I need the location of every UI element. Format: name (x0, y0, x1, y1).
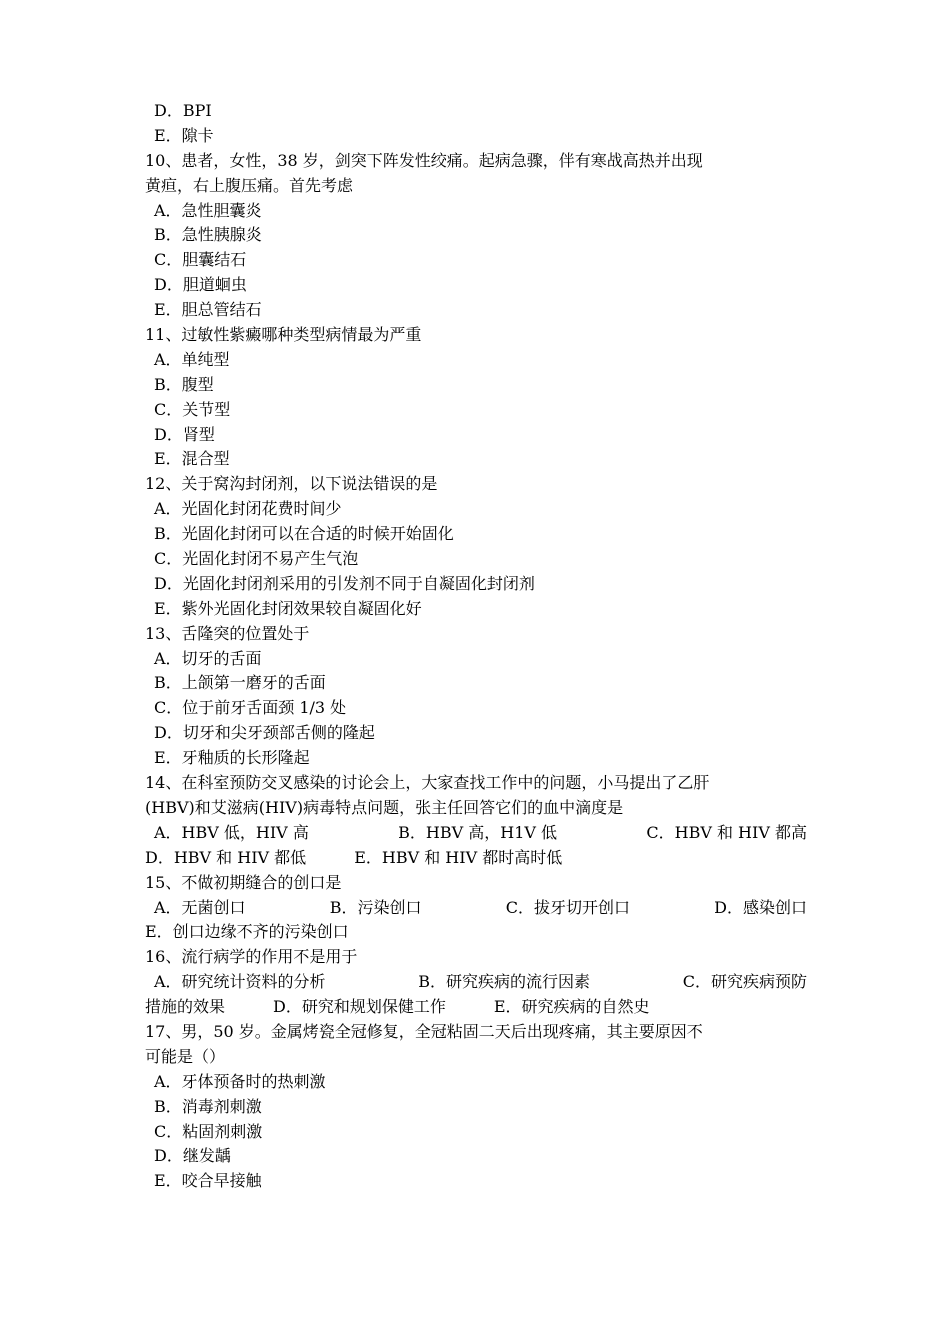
question-line: 11、过敏性紫癜哪种类型病情最为严重 (145, 325, 422, 345)
q14-option-e: E．HBV 和 HIV 都时高时低 (354, 847, 563, 867)
option-line: A．单纯型 (154, 349, 230, 369)
option-line: D．光固化封闭剂采用的引发剂不同于自凝固化封闭剂 (154, 573, 535, 593)
q16-option-c: C．研究疾病预防 (682, 972, 807, 992)
question-line: 14、在科室预防交叉感染的讨论会上，大家查找工作中的问题，小马提出了乙肝 (145, 773, 710, 793)
option-line: B．光固化封闭可以在合适的时候开始固化 (154, 524, 454, 544)
q14-option-b: B．HBV 高，H1V 低 (398, 822, 558, 842)
option-line: D．切牙和尖牙颈部舌侧的隆起 (154, 723, 375, 743)
q16-option-b: B．研究疾病的流行因素 (418, 972, 591, 992)
option-line: C．关节型 (154, 399, 231, 419)
option-line: D．继发龋 (154, 1146, 231, 1166)
option-line: B．急性胰腺炎 (154, 225, 262, 245)
q14-options-row-2 (145, 846, 807, 871)
q14-option-d: D．HBV 和 HIV 都低 (145, 847, 307, 867)
question-block-a (145, 99, 807, 821)
q15-option-a: A．无菌创口 (154, 897, 246, 917)
document-content (145, 99, 807, 1194)
question-line: 17、男，50 岁。金属烤瓷全冠修复，全冠粘固二天后出现疼痛，其主要原因不 (145, 1021, 703, 1041)
option-line: A．光固化封闭花费时间少 (154, 499, 342, 519)
q16-option-c-continued: 措施的效果 (145, 997, 226, 1017)
option-line: E．紫外光固化封闭效果较自凝固化好 (154, 598, 422, 618)
option-line: A．急性胆囊炎 (154, 200, 262, 220)
option-line: C．位于前牙舌面颈 1/3 处 (154, 698, 347, 718)
option-line: E．隙卡 (154, 125, 214, 145)
option-line: E．牙釉质的长形隆起 (154, 748, 310, 768)
q16-options-row-1 (145, 970, 807, 995)
option-line: C．粘固剂刺激 (154, 1121, 263, 1141)
q15-options-row-1 (145, 896, 807, 921)
q16-option-d: D．研究和规划保健工作 (273, 997, 446, 1017)
q15-option-d: D．感染创口 (714, 897, 807, 917)
q15-option-b: B．污染创口 (329, 897, 422, 917)
question-line: 12、关于窝沟封闭剂，以下说法错误的是 (145, 474, 438, 494)
option-line: B．腹型 (154, 374, 214, 394)
option-line: A．牙体预备时的热刺激 (154, 1071, 326, 1091)
option-line: D．胆道蛔虫 (154, 275, 247, 295)
option-line: C．光固化封闭不易产生气泡 (154, 549, 359, 569)
question-line: 13、舌隆突的位置处于 (145, 623, 310, 643)
q15-title: 15、不做初期缝合的创口是 (145, 872, 342, 892)
question-line: (HBV)和艾滋病(HIV)病毒特点问题，张主任回答它们的血中滴度是 (145, 797, 624, 817)
option-line: E．咬合早接触 (154, 1171, 262, 1191)
q16-option-a: A．研究统计资料的分析 (154, 972, 326, 992)
option-line: C．胆囊结石 (154, 250, 247, 270)
option-line: E．胆总管结石 (154, 300, 262, 320)
q15-option-e: E．创口边缘不齐的污染创口 (145, 922, 349, 942)
option-line: E．混合型 (154, 449, 230, 469)
question-line: 可能是（） (145, 1046, 226, 1066)
q15-option-c: C．拔牙切开创口 (505, 897, 630, 917)
q16-option-e: E．研究疾病的自然史 (493, 997, 650, 1017)
question-line: 10、患者，女性，38 岁，剑突下阵发性绞痛。起病急骤，伴有寒战高热并出现 (145, 150, 703, 170)
q16-options-row-2 (145, 995, 807, 1020)
q14-option-c: C．HBV 和 HIV 都高 (646, 822, 807, 842)
option-line: D．BPI (154, 101, 212, 120)
option-line: D．肾型 (154, 424, 215, 444)
option-line: A．切牙的舌面 (154, 648, 262, 668)
q14-option-a: A．HBV 低，HIV 高 (154, 822, 309, 842)
question-block-b (145, 1020, 807, 1194)
option-line: B．上颌第一磨牙的舌面 (154, 673, 326, 693)
option-line: B．消毒剂刺激 (154, 1096, 262, 1116)
q16-title: 16、流行病学的作用不是用于 (145, 947, 358, 967)
q14-options-row-1 (145, 821, 807, 846)
question-line: 黄疸，右上腹压痛。首先考虑 (145, 175, 354, 195)
